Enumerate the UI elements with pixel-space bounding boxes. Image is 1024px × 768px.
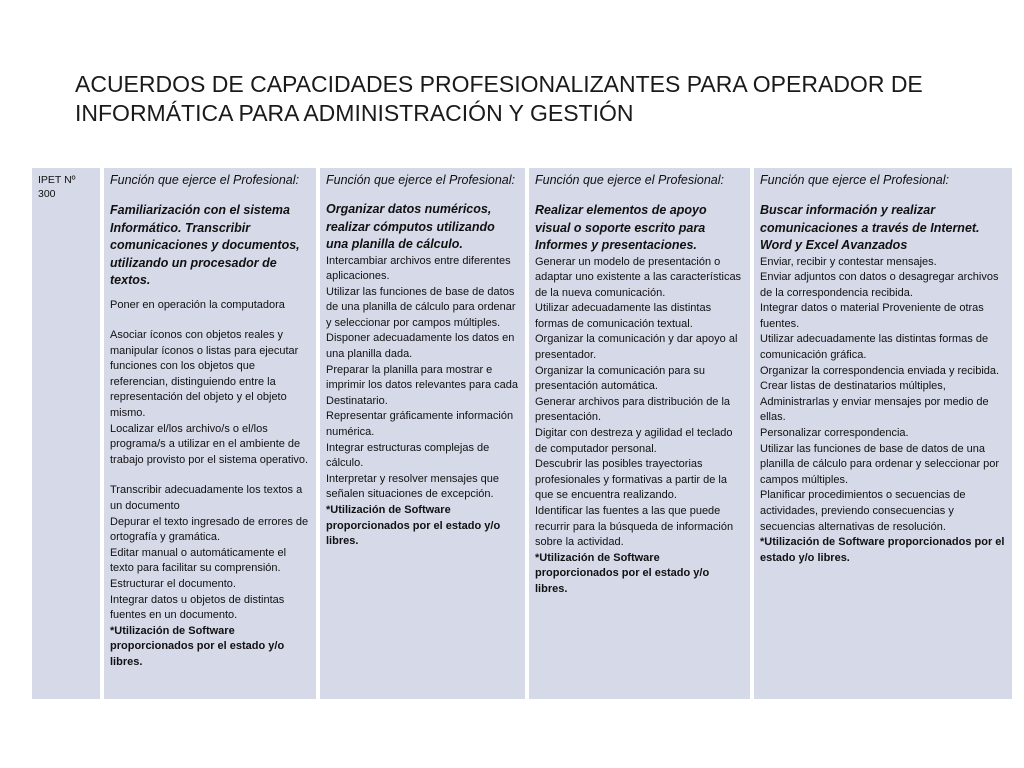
capacity-item: Transcribir adecuadamente los textos a un documento [110, 484, 303, 513]
software-note: *Utilización de Software proporcionados por el estado y/o libres. [760, 536, 1005, 564]
slide-title [75, 70, 975, 128]
function-column-4 [754, 168, 1012, 699]
capacity-item: Crear listas de destinatarios múltiples, Administrarlas y enviar mensajes por medio de ellas. [760, 380, 989, 424]
capacity-item: Preparar la planilla para mostrar e imprimir los datos relevantes para cada Destinatario. [326, 363, 518, 407]
capacity-item: Editar manual o automáticamente el texto para facilitar su comprensión. [110, 546, 287, 575]
function-column-2 [320, 168, 525, 699]
ipet-cell [32, 168, 100, 699]
capacities-table [32, 168, 1012, 699]
capacity-item: Organizar la comunicación para su presentación automática. [535, 364, 705, 393]
function-column-1 [104, 168, 316, 699]
capacity-item: Integrar datos u objetos de distintas fuentes en un documento. [110, 593, 285, 622]
function-lead: Función que ejerce el Profesional: [326, 173, 516, 187]
ipet-number: 300 [38, 188, 56, 200]
function-lead: Función que ejerce el Profesional: [535, 173, 725, 187]
capacity-item: Identificar las fuentes a las que puede recurrir para la búsqueda de información sobre la actividad. [535, 505, 734, 549]
function-focus: Realizar elementos de apoyo visual o soporte escrito para Informes y presentaciones. [535, 203, 707, 252]
capacity-item: Disponer adecuadamente los datos en una planilla dada. [326, 332, 515, 361]
capacity-item: Organizar la comunicación y dar apoyo al presentador. [535, 333, 738, 362]
capacity-item: Planificar procedimientos o secuencias de actividades, previendo consecuencias y secuencias alternativas de resolución. [760, 489, 966, 533]
capacity-item: Utilizar adecuadamente las distintas formas de comunicación textual. [535, 302, 712, 330]
capacity-item: Generar archivos para distribución de la presentación. [535, 395, 731, 424]
capacity-item: Digitar con destreza y agilidad el teclado de computador personal. [535, 427, 733, 455]
capacity-item: Integrar estructuras complejas de cálculo. [326, 441, 490, 470]
function-focus: Buscar información y realizar comunicaciones a través de Internet. Word y Excel Avanzados [760, 203, 980, 252]
capacity-item: Utilizar adecuadamente las distintas formas de comunicación gráfica. [760, 333, 989, 362]
software-note: *Utilización de Software proporcionados por el estado y/o libres. [110, 624, 285, 668]
software-note: *Utilización de Software proporcionados por el estado y/o libres. [326, 504, 501, 548]
capacity-item: Intercambiar archivos entre diferentes aplicaciones. [326, 254, 511, 283]
software-note: *Utilización de Software proporcionados por el estado y/o libres. [535, 551, 710, 595]
function-lead: Función que ejerce el Profesional: [760, 173, 950, 187]
capacity-item: Interpretar y resolver mensajes que señalen situaciones de excepción. [326, 472, 500, 501]
capacity-item: Representar gráficamente información numérica. [326, 410, 514, 439]
capacity-item: Organizar la correspondencia enviada y recibida. [760, 364, 1000, 377]
title-line-2: INFORMÁTICA PARA ADMINISTRACIÓN Y GESTIÓN [75, 100, 634, 126]
function-focus: Familiarización con el sistema Informático. Transcribir comunicaciones y documentos, utilizando un procesador de textos. [110, 203, 300, 287]
function-column-3 [529, 168, 750, 699]
capacity-item: Estructurar el documento. [110, 578, 236, 590]
capacity-item: Generar un modelo de presentación o adaptar uno existente a las características de la nueva comunicación. [535, 255, 742, 299]
title-line-1: ACUERDOS DE CAPACIDADES PROFESIONALIZANTES PARA OPERADOR DE [75, 71, 923, 97]
capacity-item: Enviar, recibir y contestar mensajes. [760, 255, 937, 268]
capacity-item: Poner en operación la computadora [110, 298, 285, 311]
capacity-item: Descubrir las posibles trayectorias profesionales y formativas a partir de la que se encuentra realizando. [535, 458, 727, 502]
function-lead: Función que ejerce el Profesional: [110, 173, 300, 187]
function-focus: Organizar datos numéricos, realizar cómputos utilizando una planilla de cálculo. [326, 202, 495, 251]
capacity-item: Integrar datos o material Proveniente de otras fuentes. [760, 302, 984, 330]
capacity-item: Utilizar las funciones de base de datos de una planilla de cálculo para ordenar y seleccionar por campos múltiples. [760, 442, 1000, 486]
ipet-label: IPET Nº [38, 174, 76, 186]
capacity-item: Asociar íconos con objetos reales y manipular íconos o listas para ejecutar funciones con los objetos que referencian, distinguiendo entre la representación del objeto y el objeto mismo. [110, 329, 299, 420]
capacity-item: Enviar adjuntos con datos o desagregar archivos de la correspondencia recibida. [760, 271, 999, 299]
capacity-item: Personalizar correspondencia. [760, 427, 909, 440]
capacity-item: Depurar el texto ingresado de errores de ortografía y gramática. [110, 515, 309, 544]
capacity-item: Utilizar las funciones de base de datos de una planilla de cálculo para ordenar y seleccionar por campos múltiples. [326, 285, 516, 329]
capacity-item: Localizar el/los archivo/s o el/los programa/s a utilizar en el ambiente de trabajo provisto por el sistema operativo. [110, 422, 309, 466]
